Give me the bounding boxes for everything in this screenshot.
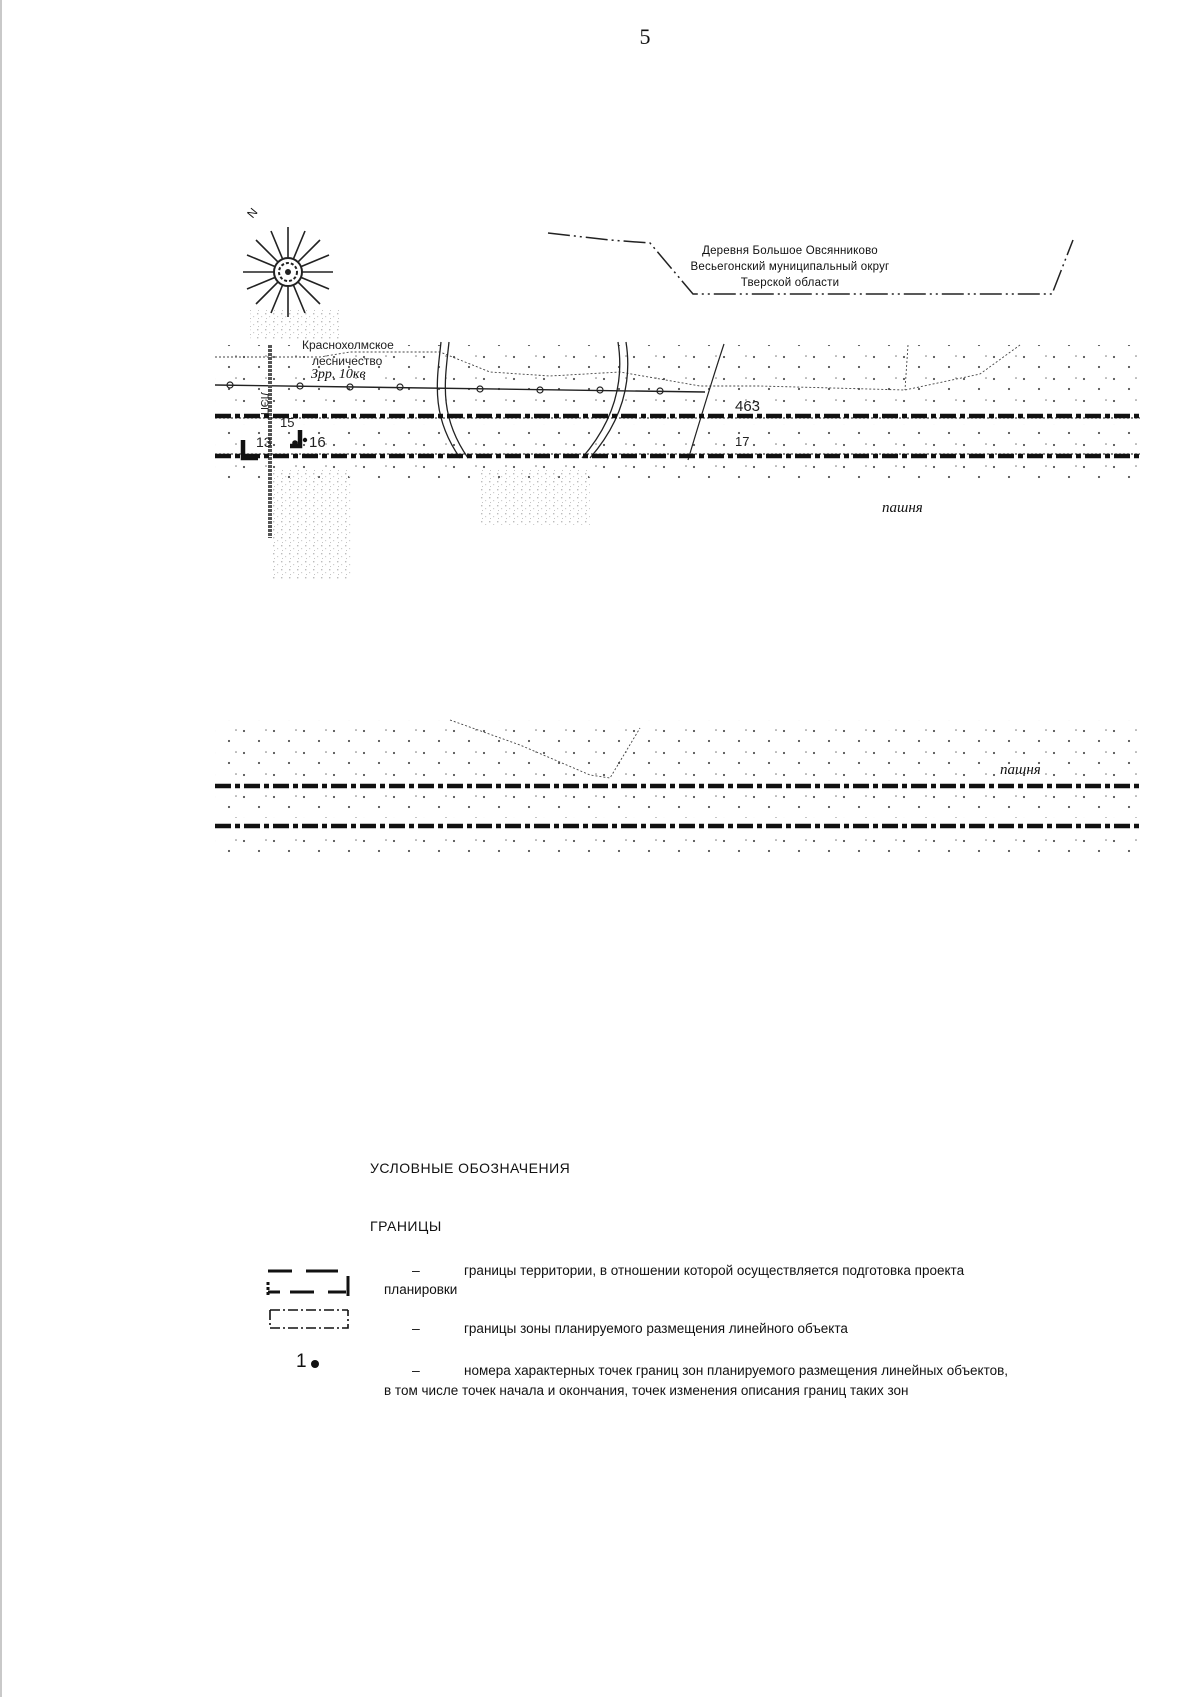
legend-dash-3: – [412,1362,420,1378]
point-label-463: 463 [735,398,761,415]
legend-item-territory-line1: границы территории, в отношении которой осуществляется подготовка проекта [464,1263,965,1278]
compass-rose-icon [243,227,333,317]
point-label-13: 13 [256,434,272,450]
point-label-16: 16 [309,434,326,451]
compass-shadow-texture [250,310,340,340]
legend-item-points-line1: номера характерных точек границ зон планируемого размещения линейных объектов, [464,1363,1009,1378]
point-label-15: 15 [280,415,295,430]
legend-dash-1: – [412,1262,420,1278]
village-label-line1: Деревня Большое Овсянниково [702,245,878,257]
powerline-label: Зpр. 10кв [311,367,366,382]
village-label-line2: Весьегонский муниципальный округ [690,261,890,273]
field-label-lower: пашня [1000,762,1041,778]
village-label-line3: Тверской области [740,277,840,289]
page-number: 5 [639,24,651,49]
village-label [680,243,900,291]
legend-title: УСЛОВНЫЕ ОБОЗНАЧЕНИЯ [370,1160,571,1176]
legend-item-territory-line2: планировки [384,1282,458,1297]
vertical-road-label: ЛЭП [258,392,270,416]
legend-item-zone: границы зоны планируемого размещения линейного объекта [464,1321,848,1336]
legend-section-title: ГРАНИЦЫ [370,1218,442,1234]
legend-dash-2: – [412,1320,420,1336]
point-label-17: 17 [735,434,750,449]
legend-symbol-zone [270,1310,348,1328]
compass-north-label: N [244,205,261,221]
cleared-area-texture [480,470,590,525]
legend-symbol-territory [268,1271,348,1296]
legend-point-symbol-number: 1 [296,1351,307,1372]
forestry-label-line2: лесничество [312,354,383,368]
forestry-label-line1: Краснохолмское [302,338,394,352]
forestry-texture [272,470,352,580]
legend-point-symbol-icon [311,1360,319,1368]
field-label-upper: пашня [882,500,923,516]
legend-item-points-line2: в том числе точек начала и окончания, точек изменения описания границ таких зон [384,1383,909,1398]
